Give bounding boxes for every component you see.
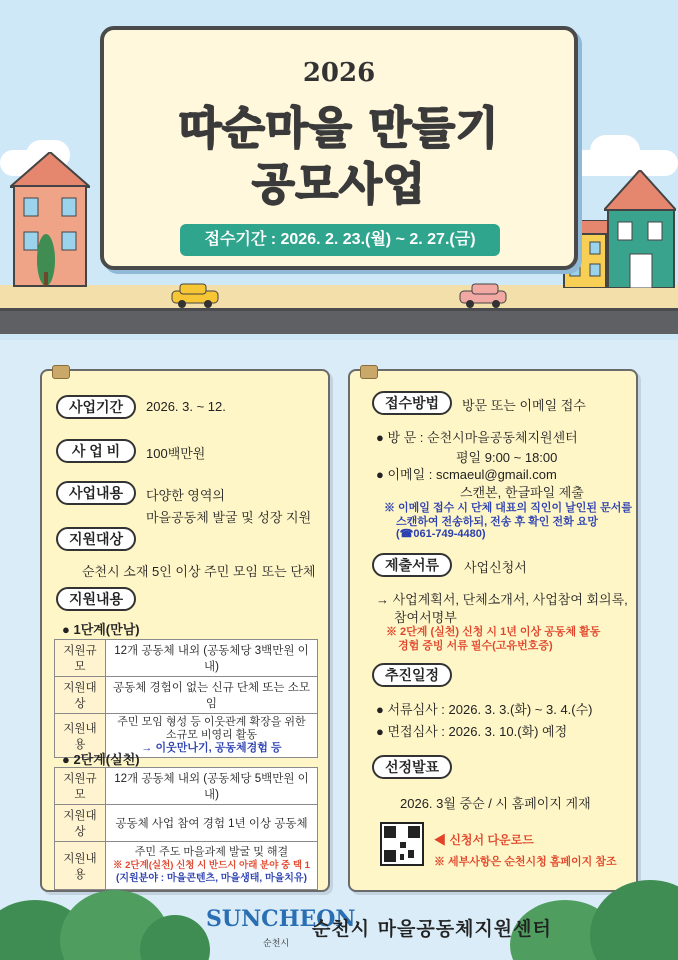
table-cell: 12개 공동체 내외 (공동체당 5백만원 이내) (105, 768, 317, 805)
table-header-cell: 지원규모 (55, 768, 106, 805)
label-announce: 선정발표 (372, 755, 452, 779)
value-method: 방문 또는 이메일 접수 (462, 398, 586, 413)
road (0, 308, 678, 334)
schedule-line1: ● 서류심사 : 2026. 3. 3.(화) ~ 3. 4.(수) (376, 702, 593, 717)
visit-line1: ● 방 문 : 순천시마을공동체지원센터 (376, 430, 578, 445)
cloud (590, 135, 640, 167)
year: 2026 (302, 58, 376, 88)
table-cell-line: (지원분야 : 마을콘텐츠, 마을생태, 마을치유) (116, 873, 307, 884)
house-illustration (10, 152, 90, 287)
house-illustration (604, 170, 676, 288)
label-budget: 사 업 비 (56, 439, 136, 463)
docs-line2: 참여서명부 (394, 610, 457, 625)
label-docs: 제출서류 (372, 553, 452, 577)
email-note1: ※ 이메일 접수 시 단체 대표의 직인이 날인된 문서를 (384, 502, 632, 514)
docs-note1: ※ 2단계 (실천) 신청 시 1년 이상 공동체 활동 (386, 626, 601, 638)
qr-code[interactable] (380, 822, 424, 866)
table-cell-line: 주민 주도 마을과제 발굴 및 해결 (134, 846, 289, 858)
title-line2: 공모사업 (251, 159, 426, 210)
table-cell-line: → 이웃만나기, 공동체경험 등 (141, 742, 282, 754)
label-support: 지원내용 (56, 587, 136, 611)
detail-note: ※ 세부사항은 순천시청 홈페이지 참조 (434, 856, 617, 868)
label-target: 지원대상 (56, 527, 136, 551)
bush-illustration (590, 880, 678, 960)
table-cell: 공동체 사업 참여 경험 1년 이상 공동체 (105, 805, 317, 842)
right-info-panel (348, 369, 638, 892)
table-cell: 12개 공동체 내외 (공동체당 3백만원 이내) (105, 640, 317, 677)
value-target: 순천시 소재 5인 이상 주민 모임 또는 단체 (82, 564, 316, 579)
docs-line1: → 사업계획서, 단체소개서, 사업참여 회의록, (376, 592, 628, 607)
value-content-2: 마을공동체 발굴 및 성장 지원 (146, 510, 312, 525)
logo-sub-text: 순천시 (263, 938, 290, 948)
application-period: 접수기간 : 2026. 2. 23.(월) ~ 2. 27.(금) (180, 224, 500, 256)
table-cell-line: ※ 2단계(실천) 신청 시 반드시 아래 분야 중 택 1 (112, 860, 310, 871)
email-note2: 스캔하여 전송하되, 전송 후 확인 전화 요망 (396, 516, 599, 528)
table-cell-line: 소규모 비영리 활동 (165, 729, 258, 741)
table-header-cell: 지원내용 (55, 714, 106, 758)
table-row (55, 677, 318, 714)
value-period: 2026. 3. ~ 12. (146, 399, 226, 414)
stage2-table (54, 767, 318, 890)
car-illustration (170, 283, 220, 309)
label-period: 사업기간 (56, 395, 136, 419)
table-header-cell: 지원대상 (55, 805, 106, 842)
suncheon-logo: SUNCHEON (206, 906, 356, 932)
table-row (55, 842, 318, 890)
table-row (55, 768, 318, 805)
table-header-cell: 지원대상 (55, 677, 106, 714)
value-docs: 사업신청서 (464, 560, 527, 575)
value-content-1: 다양한 영역의 (146, 488, 225, 503)
pin-icon (52, 365, 70, 379)
table-header-cell: 지원내용 (55, 842, 106, 890)
label-method: 접수방법 (372, 391, 452, 415)
title-board (100, 26, 578, 270)
left-info-panel (40, 369, 330, 892)
car-illustration (458, 283, 508, 309)
visit-line2: 평일 9:00 ~ 18:00 (456, 450, 558, 465)
table-cell: 공동체 경험이 없는 신규 단체 또는 소모임 (105, 677, 317, 714)
value-budget: 100백만원 (146, 446, 206, 461)
stage1-table (54, 639, 318, 758)
sidewalk (0, 285, 678, 310)
label-schedule: 추진일정 (372, 663, 452, 687)
table-cell-line: 주민 모임 형성 등 이웃관계 확장을 위한 (117, 716, 306, 728)
docs-note2: 경험 증빙 서류 필수(고유번호증) (398, 640, 553, 652)
table-row (55, 805, 318, 842)
email-line1: ● 이메일 : scmaeul@gmail.com (376, 467, 557, 482)
value-announce: 2026. 3월 중순 / 시 홈페이지 게재 (400, 796, 591, 811)
stage1-title: ● 1단계(만남) (62, 622, 140, 637)
pin-icon (360, 365, 378, 379)
schedule-line2: ● 면접심사 : 2026. 3. 10.(화) 예정 (376, 724, 568, 739)
label-content: 사업내용 (56, 481, 136, 505)
title-line1: 따순마을 만들기 (178, 103, 500, 154)
email-note3: (☎061-749-4480) (396, 528, 486, 540)
email-line2: 스캔본, 한글파일 제출 (460, 485, 584, 500)
center-name: 순천시 마을공동체지원센터 (312, 918, 552, 940)
stage2-title: ● 2단계(실천) (62, 752, 140, 767)
table-header-cell: 지원규모 (55, 640, 106, 677)
table-row (55, 640, 318, 677)
download-link[interactable]: ◀ 신청서 다운로드 (434, 833, 534, 847)
